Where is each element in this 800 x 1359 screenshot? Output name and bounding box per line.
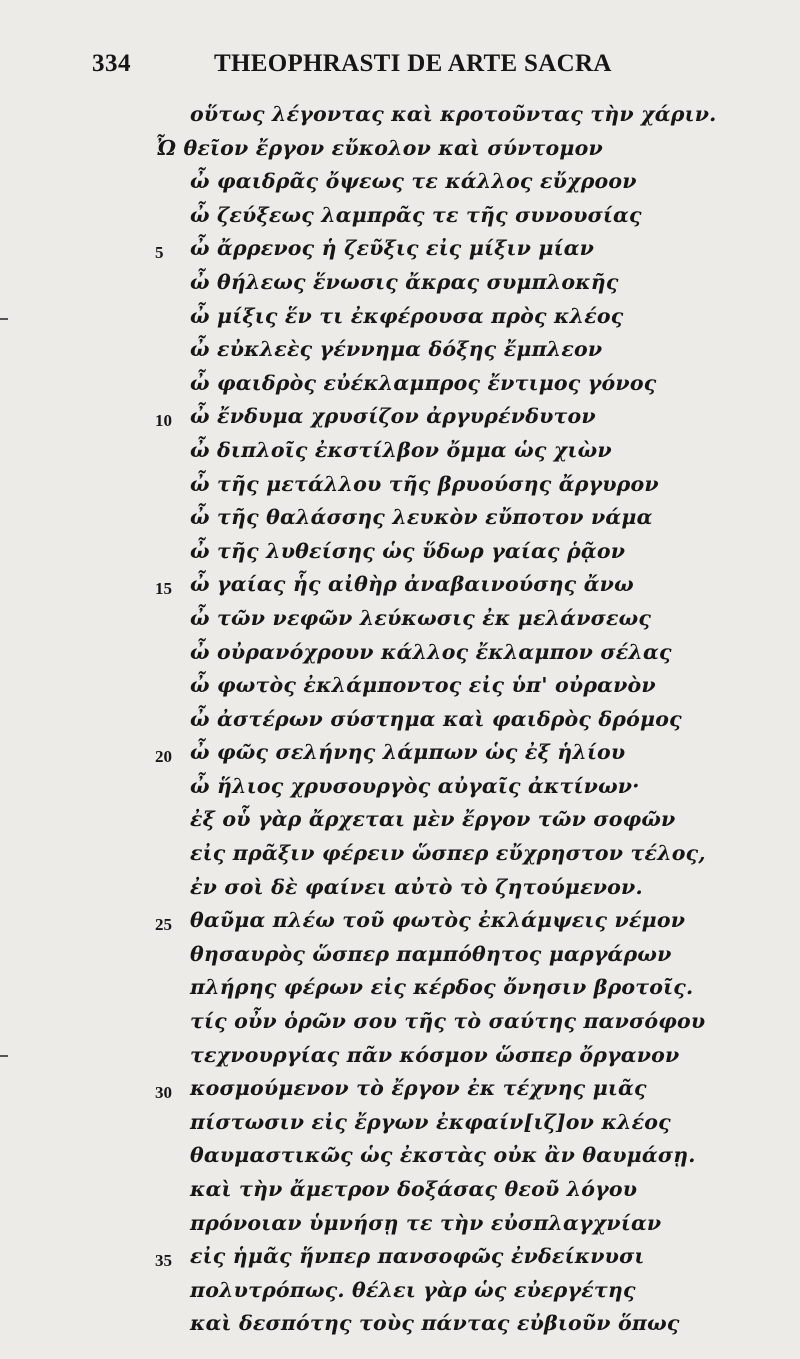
verse-text-line: τεχνουργίας πᾶν κόσμον ὥσπερ ὄργανον bbox=[190, 1042, 680, 1067]
verse-line bbox=[0, 1005, 800, 1039]
line-number: 5 bbox=[155, 243, 164, 263]
verse-line bbox=[0, 199, 800, 233]
verse-line bbox=[0, 300, 800, 334]
verse-line bbox=[0, 1139, 800, 1173]
verse-line bbox=[0, 1106, 800, 1140]
line-number: 25 bbox=[155, 915, 172, 935]
line-number: 10 bbox=[155, 411, 172, 431]
verse-text-line: ὦ ζεύξεως λαμπρᾶς τε τῆς συνουσίας bbox=[190, 202, 642, 227]
verse-text-line: ὦ ἀστέρων σύστημα καὶ φαιδρὸς δρόμος bbox=[190, 706, 682, 731]
verse-line bbox=[0, 636, 800, 670]
line-number: 30 bbox=[155, 1083, 172, 1103]
verse-line bbox=[0, 971, 800, 1005]
verse-text-line: ὦ φωτὸς ἐκλάμποντος εἰς ὑπ' οὐρανὸν bbox=[190, 673, 656, 698]
verse-line bbox=[0, 535, 800, 569]
verse-text-line: πρόνοιαν ὑμνήσῃ τε τὴν εὐσπλαγχνίαν bbox=[190, 1210, 662, 1235]
verse-text-line: ὦ φῶς σελήνης λάμπων ὡς ἐξ ἡλίου bbox=[190, 740, 626, 765]
verse-line bbox=[0, 98, 800, 132]
verse-text-line: κοσμούμενον τὸ ἔργον ἐκ τέχνης μιᾶς bbox=[190, 1076, 647, 1101]
verse-text-line: ὦ διπλοῖς ἐκστίλβον ὄμμα ὡς χιὼν bbox=[190, 437, 612, 462]
verse-line bbox=[0, 938, 800, 972]
verse-line bbox=[0, 803, 800, 837]
verse-text-line: ὦ γαίας ἧς αἰθὴρ ἀναβαινούσης ἄνω bbox=[190, 572, 634, 597]
verse-text-line: ὦ εὐκλεὲς γέννημα δόξης ἔμπλεον bbox=[190, 337, 603, 362]
line-number: 35 bbox=[155, 1251, 172, 1271]
line-number: 15 bbox=[155, 579, 172, 599]
page-number: 334 bbox=[92, 50, 131, 77]
verse-text-line: ὦ φαιδρὸς εὐέκλαμπρος ἔντιμος γόνος bbox=[190, 370, 657, 395]
verse-line bbox=[0, 1240, 800, 1274]
verse-text-line: καὶ τὴν ἄμετρον δοξάσας θεοῦ λόγου bbox=[190, 1177, 638, 1201]
verse-text-line: ὦ ἄρρενος ἡ ζεῦξις εἰς μίξιν μίαν bbox=[190, 236, 595, 261]
verse-text-line: εἰς πρᾶξιν φέρειν ὥσπερ εὔχρηστον τέλος, bbox=[190, 841, 706, 866]
verse-text-line: τίς οὖν ὁρῶν σου τῆς τὸ σαύτης πανσόφου bbox=[190, 1009, 706, 1034]
verse-line bbox=[0, 770, 800, 804]
verse-text-line: ὦ τῆς θαλάσσης λευκὸν εὔποτον νάμα bbox=[190, 505, 653, 530]
verse-line bbox=[0, 232, 800, 266]
verse-text-line: θαυμαστικῶς ὡς ἐκστὰς οὐκ ἂν θαυμάσῃ. bbox=[190, 1143, 696, 1168]
verse-line bbox=[0, 871, 800, 905]
verse-line bbox=[0, 1072, 800, 1106]
verse-text-line: πολυτρόπως. θέλει γὰρ ὡς εὐεργέτης bbox=[190, 1277, 636, 1302]
verse-line bbox=[0, 400, 800, 434]
verse-text-line: ὦ φαιδρᾶς ὄψεως τε κάλλος εὔχροον bbox=[190, 169, 637, 194]
verse-text-line: καὶ δεσπότης τοὺς πάντας εὐβιοῦν ὅπως bbox=[190, 1311, 680, 1336]
verse-text-line: ἐν σοὶ δὲ φαίνει αὐτὸ τὸ ζητούμενον. bbox=[190, 874, 643, 899]
verse-line bbox=[0, 468, 800, 502]
verse-text-line: ὦ ἔνδυμα χρυσίζον ἀργυρένδυτον bbox=[190, 404, 596, 429]
verse-line bbox=[0, 904, 800, 938]
verse-text-line: Ὦ θεῖον ἔργον εὔκολον καὶ σύντομον bbox=[155, 135, 603, 160]
verse-line bbox=[0, 501, 800, 535]
verse-text-line: θησαυρὸς ὥσπερ παμπόθητος μαργάρων bbox=[190, 941, 672, 966]
verse-text-line: ὦ τῆς λυθείσης ὡς ὕδωρ γαίας ῥᾷον bbox=[190, 538, 626, 563]
verse-text-line: ἐξ οὗ γὰρ ἄρχεται μὲν ἔργον τῶν σοφῶν bbox=[190, 807, 676, 832]
verse-text-line: πλήρης φέρων εἰς κέρδος ὄνησιν βροτοῖς. bbox=[190, 975, 694, 1000]
verse-line bbox=[0, 1173, 800, 1207]
verse-line bbox=[0, 736, 800, 770]
verse-line bbox=[0, 1274, 800, 1308]
verse-line bbox=[0, 837, 800, 871]
verse-text-line: θαῦμα πλέω τοῦ φωτὸς ἐκλάμψεις νέμον bbox=[190, 908, 686, 933]
line-number: 20 bbox=[155, 747, 172, 767]
verse-line bbox=[0, 1307, 800, 1341]
running-head: THEOPHRASTI DE ARTE SACRA bbox=[214, 50, 612, 77]
verse-text-line: πίστωσιν εἰς ἔργων ἐκφαίν[ιζ]ον κλέος bbox=[190, 1109, 671, 1134]
verse-line bbox=[0, 165, 800, 199]
verse-text-line: ὦ μίξις ἕν τι ἐκφέρουσα πρὸς κλέος bbox=[190, 303, 624, 328]
verse-text-line: ὦ θήλεως ἕνωσις ἄκρας συμπλοκῆς bbox=[190, 269, 619, 294]
verse-line bbox=[0, 333, 800, 367]
verse-line bbox=[0, 434, 800, 468]
verse-text-line: οὕτως λέγοντας καὶ κροτοῦντας τὴν χάριν. bbox=[190, 102, 717, 126]
verse-text-line: ὦ οὐρανόχρουν κάλλος ἔκλαμπον σέλας bbox=[190, 639, 672, 664]
verse-line bbox=[0, 1207, 800, 1241]
verse-line bbox=[0, 132, 800, 166]
page-header bbox=[92, 50, 652, 86]
verse-line bbox=[0, 568, 800, 602]
verse-line bbox=[0, 602, 800, 636]
verse-text-line: εἰς ἡμᾶς ἥνπερ πανσοφῶς ἐνδείκνυσι bbox=[190, 1244, 645, 1269]
verse-text-line: ὦ ἥλιος χρυσουργὸς αὐγαῖς ἀκτίνων· bbox=[190, 773, 640, 798]
verse-text-line: ὦ τῆς μετάλλου τῆς βρυούσης ἄργυρον bbox=[190, 471, 659, 496]
verse-line bbox=[0, 669, 800, 703]
verse-line bbox=[0, 1039, 800, 1073]
verse-text-line: ὦ τῶν νεφῶν λεύκωσις ἐκ μελάνσεως bbox=[190, 605, 652, 630]
verse-text bbox=[0, 98, 800, 1341]
verse-line bbox=[0, 703, 800, 737]
verse-line bbox=[0, 266, 800, 300]
verse-line bbox=[0, 367, 800, 401]
